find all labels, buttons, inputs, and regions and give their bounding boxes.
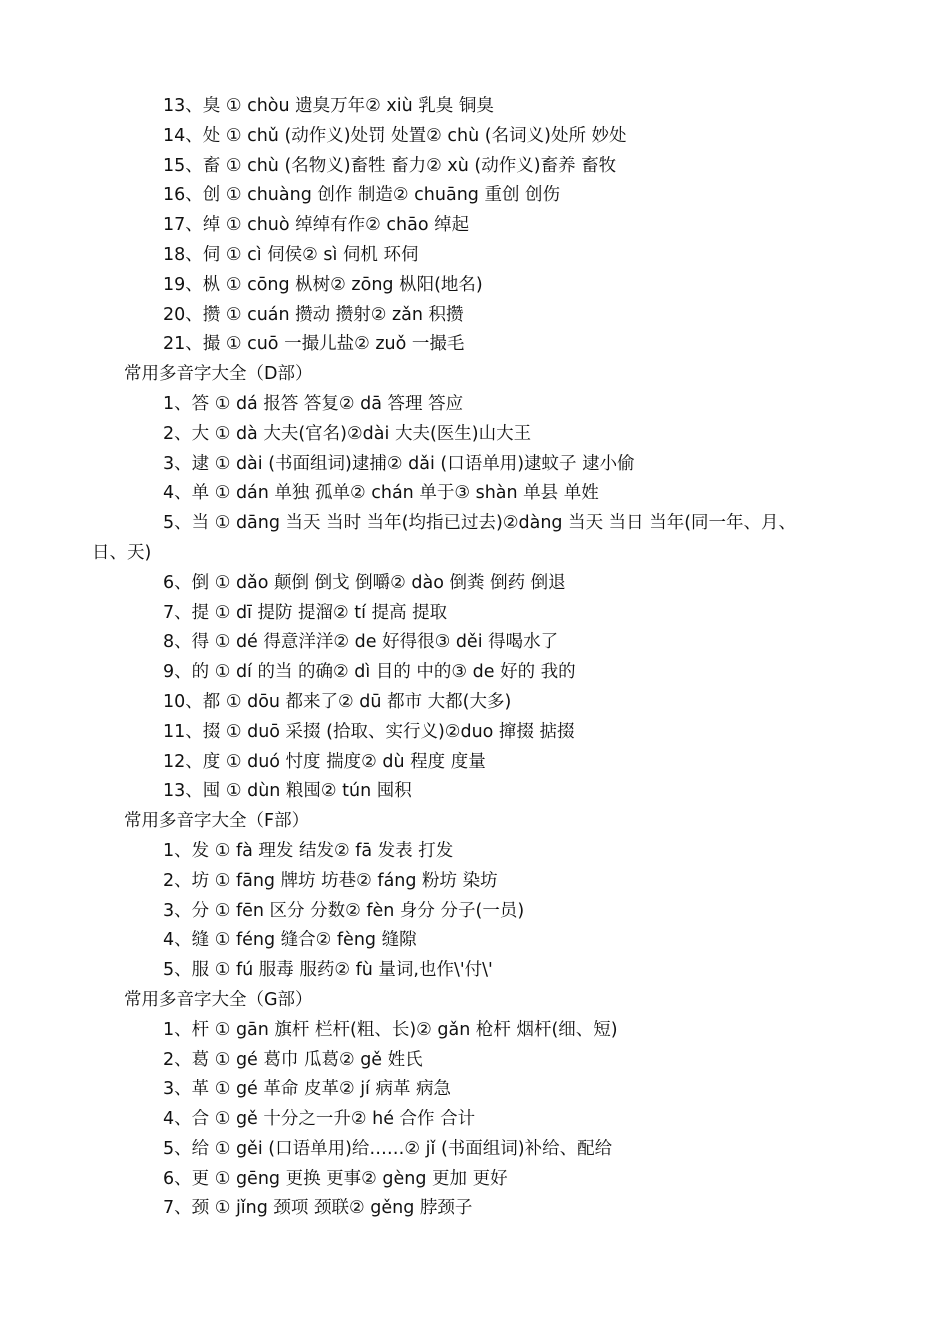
entry-line: 10、都 ① dōu 都来了② dū 都市 大都(大多): [163, 691, 512, 712]
entry-line: 15、畜 ① chù (名物义)畜牲 畜力② xù (动作义)畜养 畜牧: [163, 155, 617, 176]
entry-line: 3、革 ① gé 革命 皮革② jí 病革 病急: [163, 1079, 452, 1100]
entry-line: 20、攒 ① cuán 攒动 攒射② zǎn 积攒: [163, 304, 464, 325]
entry-line: 17、绰 ① chuò 绰绰有作② chāo 绰起: [163, 215, 470, 236]
entry-line: 1、杆 ① gān 旗杆 栏杆(粗、长)② gǎn 枪杆 烟杆(细、短): [163, 1019, 618, 1040]
entry-line: 19、枞 ① cōng 枞树② zōng 枞阳(地名): [163, 274, 483, 295]
entry-line: 2、大 ① dà 大夫(官名)②dài 大夫(医生)山大王: [163, 423, 532, 444]
section-heading: 常用多音字大全（F部）: [124, 811, 310, 832]
entry-line: 13、臭 ① chòu 遗臭万年② xiù 乳臭 铜臭: [163, 96, 494, 116]
entry-line-continuation: 日、天): [92, 542, 152, 563]
entry-line: 12、度 ① duó 忖度 揣度② dù 程度 度量: [163, 751, 486, 772]
section-heading: 常用多音字大全（G部）: [124, 989, 313, 1010]
entry-line: 14、处 ① chǔ (动作义)处罚 处置② chù (名词义)处所 妙处: [163, 125, 627, 146]
section-heading: 常用多音字大全（D部）: [124, 364, 313, 385]
entry-line: 6、倒 ① dǎo 颠倒 倒戈 倒嚼② dào 倒粪 倒药 倒退: [163, 572, 566, 593]
entry-line: 11、掇 ① duō 采掇 (拾取、实行义)②duo 撺掇 掂掇: [163, 721, 575, 742]
entry-line: 18、伺 ① cì 伺侯② sì 伺机 环伺: [163, 244, 419, 265]
entry-line: 1、答 ① dá 报答 答复② dā 答理 答应: [163, 393, 464, 414]
entry-line: 5、给 ① gěi (口语单用)给……② jǐ (书面组词)补给、配给: [163, 1138, 613, 1159]
entry-line: 4、合 ① gě 十分之一升② hé 合作 合计: [163, 1109, 476, 1130]
entry-line: 3、分 ① fēn 区分 分数② fèn 身分 分子(一员): [163, 900, 525, 921]
entry-line: 9、的 ① dí 的当 的确② dì 目的 中的③ de 好的 我的: [163, 662, 576, 683]
entry-line: 8、得 ① dé 得意洋洋② de 好得很③ děi 得喝水了: [163, 632, 559, 653]
entry-line: 13、囤 ① dùn 粮囤② tún 囤积: [163, 781, 412, 802]
document-page: [0, 92, 950, 1224]
entry-line: 7、提 ① dī 提防 提溜② tí 提高 提取: [163, 602, 448, 623]
entry-line: 5、服 ① fú 服毒 服药② fù 量词,也作\'付\': [163, 960, 493, 981]
entry-line: 7、颈 ① jǐng 颈项 颈联② gěng 脖颈子: [163, 1198, 473, 1219]
entry-line: 2、坊 ① fāng 牌坊 坊巷② fáng 粉坊 染坊: [163, 870, 498, 891]
entry-line: 2、葛 ① gé 葛巾 瓜葛② gě 姓氏: [163, 1049, 423, 1070]
entry-line: 1、发 ① fà 理发 结发② fā 发表 打发: [163, 840, 454, 861]
entry-line: 4、缝 ① féng 缝合② fèng 缝隙: [163, 930, 417, 951]
entry-line: 21、撮 ① cuō 一撮儿盐② zuǒ 一撮毛: [163, 334, 465, 355]
entry-line: 6、更 ① gēng 更换 更事② gèng 更加 更好: [163, 1168, 508, 1189]
entry-line: 4、单 ① dán 单独 孤单② chán 单于③ shàn 单县 单姓: [163, 483, 599, 504]
entry-line: 16、创 ① chuàng 创作 制造② chuāng 重创 创伤: [163, 185, 561, 206]
entry-line: 3、逮 ① dài (书面组词)逮捕② dǎi (口语单用)逮蚊子 逮小偷: [163, 453, 635, 474]
entry-line: 5、当 ① dāng 当天 当时 当年(均指已过去)②dàng 当天 当日 当年(同一年、月、: [163, 513, 797, 534]
